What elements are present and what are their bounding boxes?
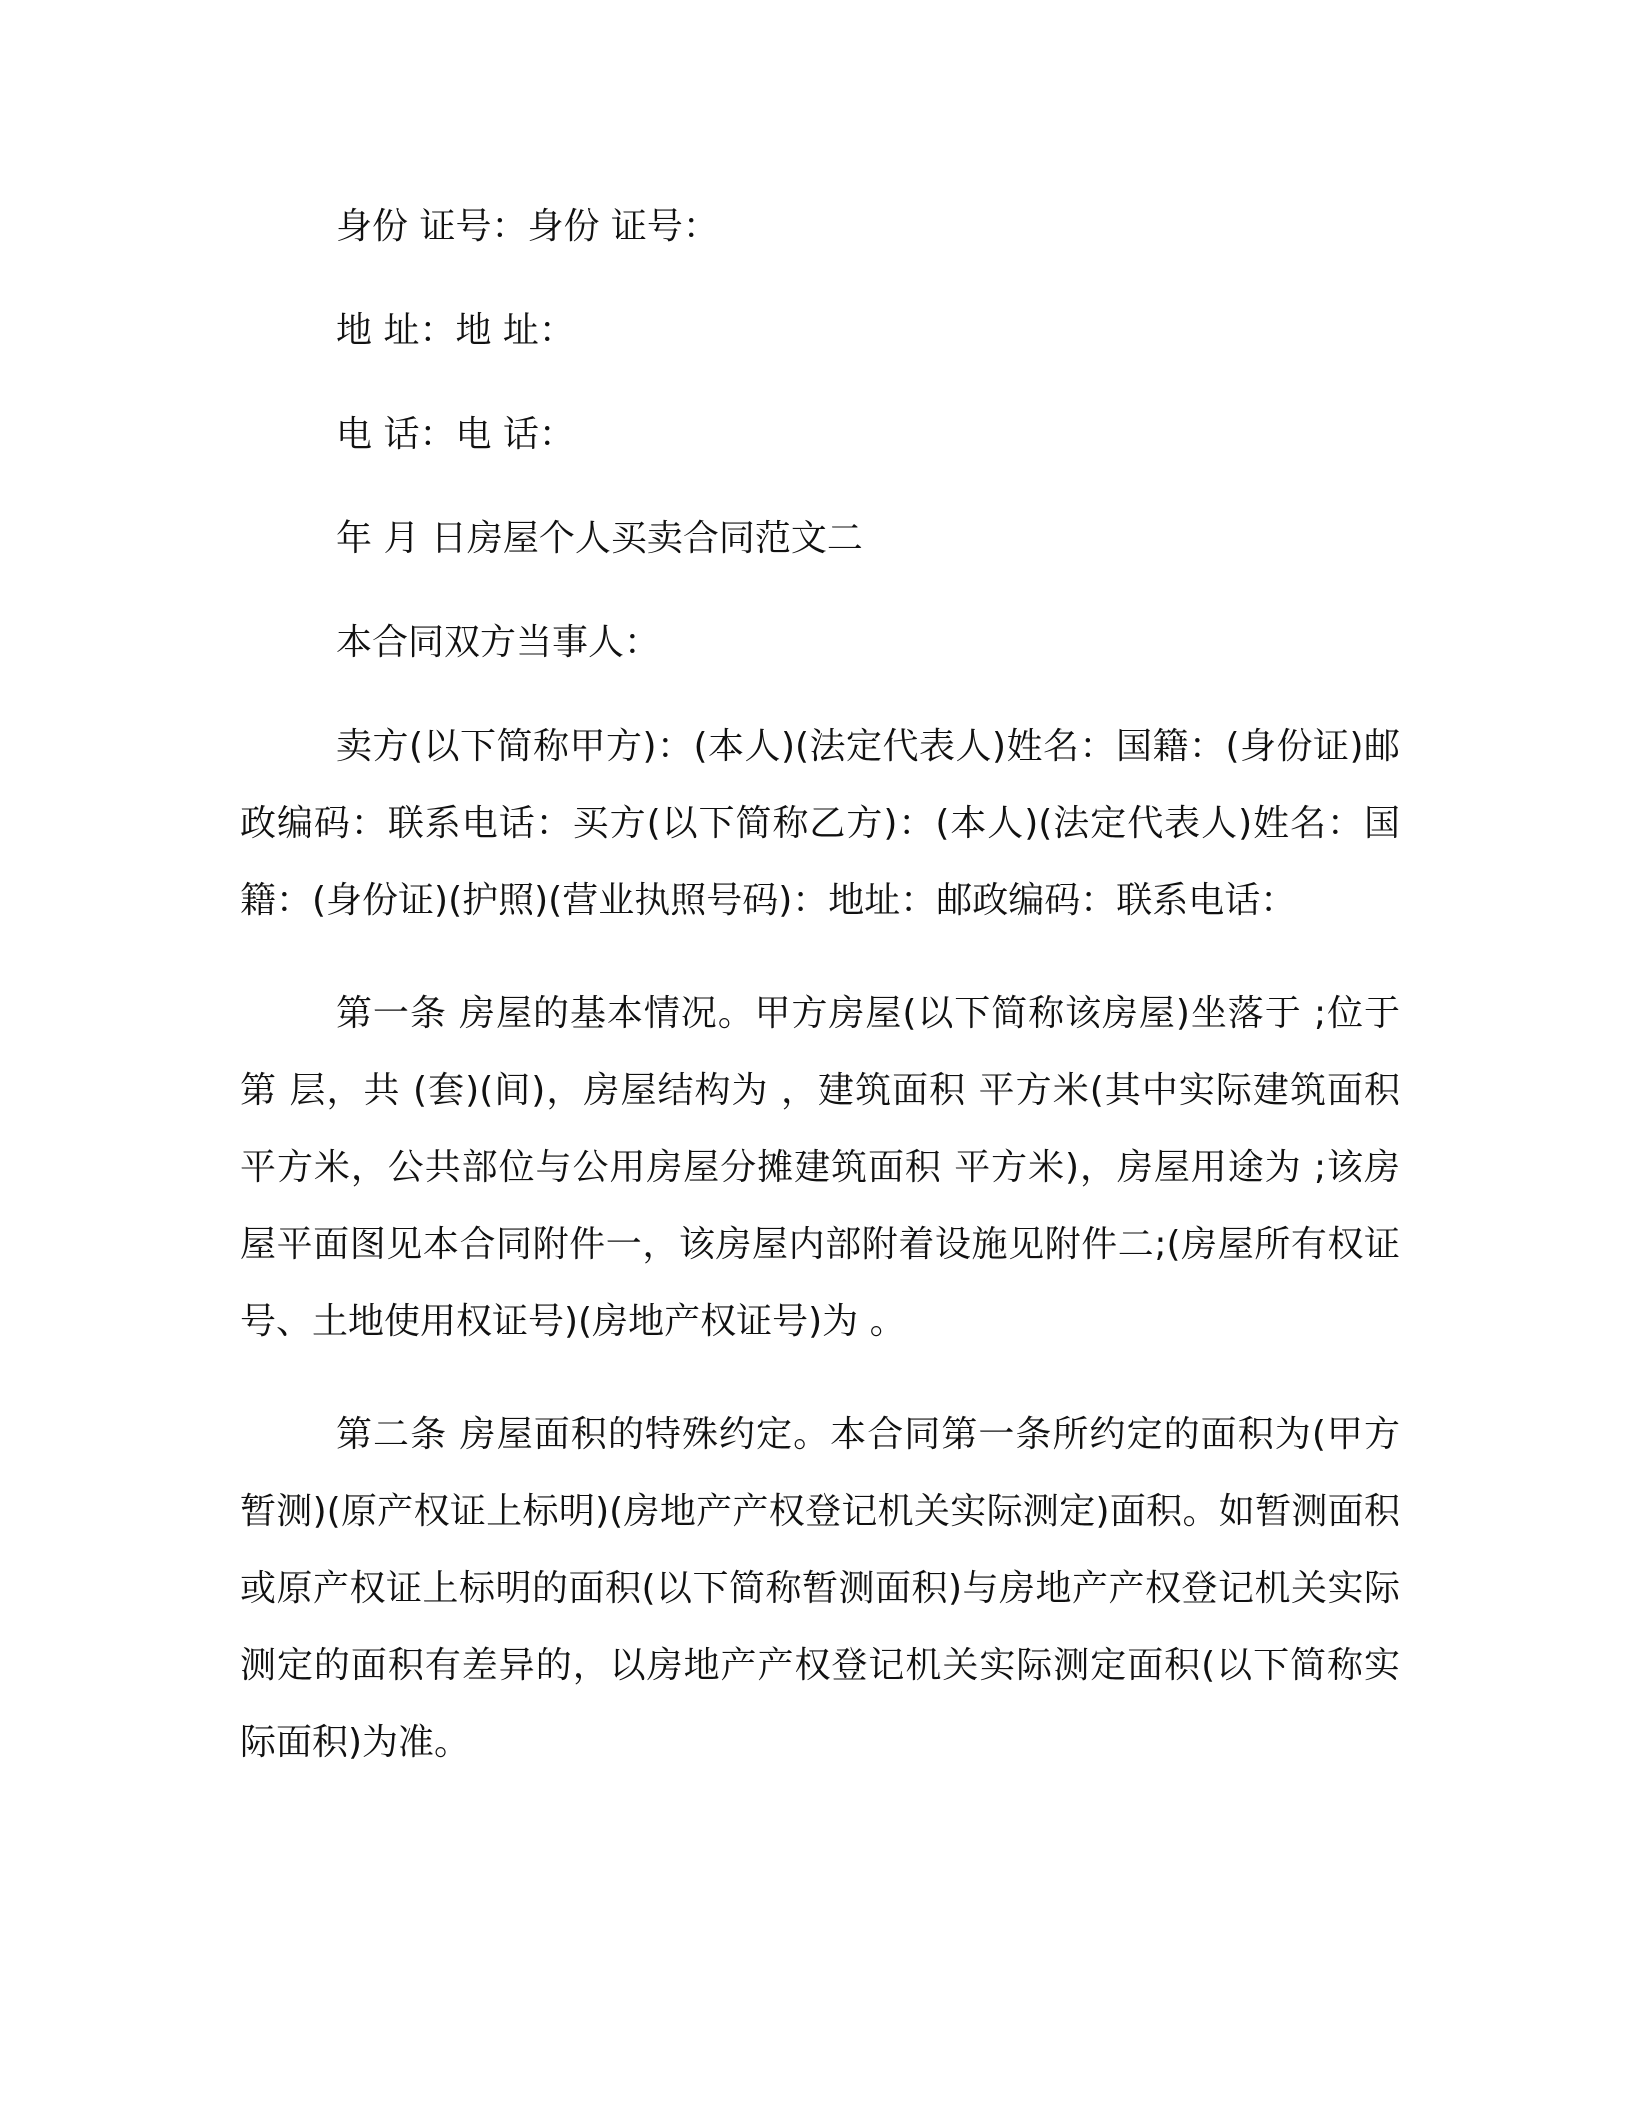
article-two-paragraph: 第二条 房屋面积的特殊约定。本合同第一条所约定的面积为(甲方暂测)(原产权证上标明)(房地产产权登记机关实际测定)面积。如暂测面积或原产权证上标明的面积(以下简称暂测面积)与房地产产权登记机关实际测定的面积有差异的，以房地产产权登记机关实际测定面积(以下简称实际面积)为准。 bbox=[240, 1414, 1400, 1763]
id-number-line: 身份 证号：身份 证号： bbox=[336, 206, 719, 247]
phone-line: 电 话：电 话： bbox=[336, 414, 575, 455]
address-line: 地 址：地 址： bbox=[336, 310, 575, 351]
parties-paragraph: 卖方(以下简称甲方)：(本人)(法定代表人)姓名：国籍：(身份证)邮政编码：联系电话：买方(以下简称乙方)：(本人)(法定代表人)姓名：国籍：(身份证)(护照)(营业执照号码)：地址：邮政编码：联系电话： bbox=[240, 726, 1400, 921]
article-one-paragraph: 第一条 房屋的基本情况。甲方房屋(以下简称该房屋)坐落于 ;位于第 层，共 (套)(间)，房屋结构为 ，建筑面积 平方米(其中实际建筑面积 平方米，公共部位与公用房屋分摊建筑面积 平方米)，房屋用途为 ;该房屋平面图见本合同附件一，该房屋内部附着设施见附件二;(房屋所有权证号、土地使用权证号)(房地产权证号)为 。 bbox=[240, 993, 1400, 1342]
contract-date-title: 年 月 日房屋个人买卖合同范文二 bbox=[336, 518, 863, 559]
parties-intro: 本合同双方当事人： bbox=[336, 622, 661, 663]
document-body bbox=[240, 188, 1400, 1781]
